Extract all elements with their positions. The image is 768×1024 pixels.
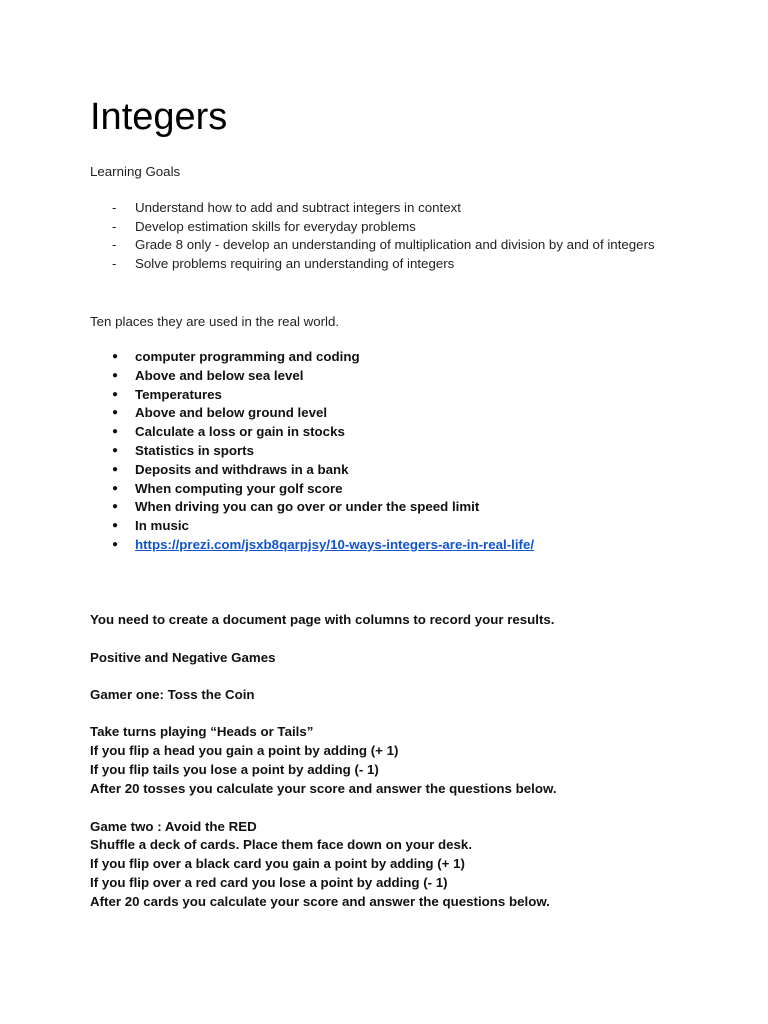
bullet-marker: ● xyxy=(112,520,119,532)
bullet-marker: ● xyxy=(112,351,119,362)
bullet-marker: ● xyxy=(112,501,119,513)
game-two-rule: Shuffle a deck of cards. Place them face down on your desk. xyxy=(90,837,473,852)
game-two-rule: If you flip over a black card you gain a point by adding (+ 1) xyxy=(90,856,465,871)
create-page-instruction: You need to create a document page with columns to record your results. xyxy=(90,612,555,627)
bullet-marker: ● xyxy=(112,463,119,475)
game-one-rule: Take turns playing “Heads or Tails” xyxy=(90,724,314,739)
dash-marker: - xyxy=(112,256,117,272)
game-two-rule: After 20 cards you calculate your score and answer the questions below. xyxy=(90,894,550,909)
bullet-marker: ● xyxy=(112,538,119,550)
bullet-marker: ● xyxy=(112,388,119,400)
learning-goals-heading: Learning Goals xyxy=(90,164,181,179)
dash-marker: - xyxy=(112,218,117,234)
bullet-marker: ● xyxy=(112,426,119,438)
game-one-rule: If you flip a head you gain a point by adding (+ 1) xyxy=(90,743,399,758)
bullet-marker: ● xyxy=(112,369,119,381)
document-page: Integers Learning Goals - Understand how to add and subtract integers in context - Develop estimation skills for everyday problems - Grade 8 only - develop an understanding of multiplication and division by and of integers - Solve problems requiring an understanding of integers Ten places they are used in the real world. ● computer programming and coding ● Above and below sea level ● Temperatures ● Above and below ground level ● Calculate a loss or gain in stocks ● Statistics in sports ● Deposits and withdraws in a bank ● When computing your golf score ● When driving you can go over or under the speed limit ● In music ● https://prezi.com/jsxb8qarpjsy/10-ways-integers-are-in-real-life/ You need to create a document page with columns to record your results. Positive and Negative Games Gamer one: Toss the Coin Take turns playing “Heads or Tails” If you flip a head you gain a point by adding (+ 1) If you flip tails you lose a point by adding (- 1) After 20 tosses you calculate your score and answer the questions below. Game two : Avoid the RED Shuffle a deck of cards. Place them face down on your desk. If you flip over a black card you gain a point by adding (+ 1) If you flip over a red card you lose a point by adding (- 1) After 20 cards you calculate your score and answer the questions below. xyxy=(0,0,768,1024)
document-title: Integers xyxy=(90,96,228,138)
games-heading: Positive and Negative Games xyxy=(90,650,276,665)
game-two-rule: If you flip over a red card you lose a point by adding (- 1) xyxy=(90,875,448,890)
prezi-link[interactable]: https://prezi.com/jsxb8qarpjsy/10-ways-integers-are-in-real-life/ xyxy=(135,536,535,552)
game-one-rule: After 20 tosses you calculate your score and answer the questions below. xyxy=(90,781,557,796)
bullet-marker: ● xyxy=(112,444,119,456)
dash-marker: - xyxy=(112,237,117,253)
bullet-marker: ● xyxy=(112,482,119,494)
game-one-rule: If you flip tails you lose a point by adding (- 1) xyxy=(90,762,379,777)
game-two-title: Game two : Avoid the RED xyxy=(90,819,257,834)
dash-marker: - xyxy=(112,200,117,215)
bullet-marker: ● xyxy=(112,407,119,419)
game-one-title: Gamer one: Toss the Coin xyxy=(90,687,255,702)
real-world-intro: Ten places they are used in the real world. xyxy=(90,314,340,329)
